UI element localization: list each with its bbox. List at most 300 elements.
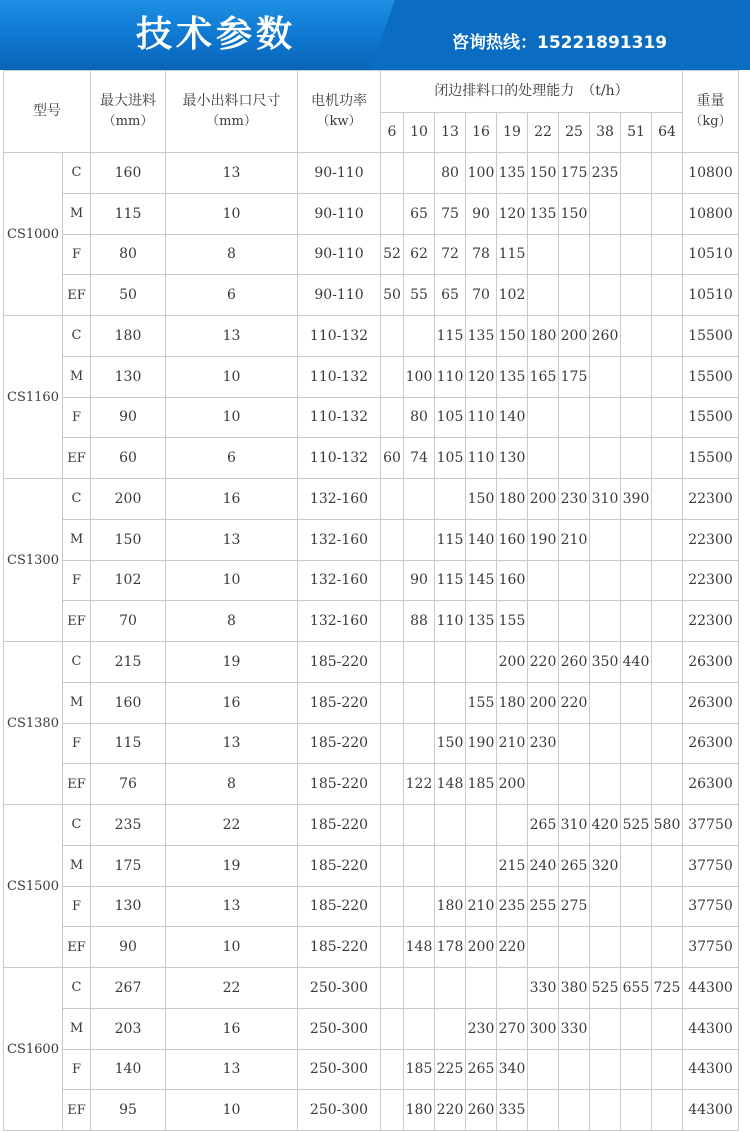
header-max-feed: 最大进料 （mm） bbox=[91, 71, 166, 153]
capacity-cell bbox=[652, 193, 683, 234]
weight-cell: 10510 bbox=[683, 275, 739, 316]
motor-power-cell: 250-300 bbox=[298, 1049, 381, 1090]
header-capacity: 闭边排料口的处理能力 （t/h） bbox=[381, 71, 683, 113]
capacity-cell: 180 bbox=[435, 886, 466, 927]
capacity-size-6: 6 bbox=[381, 113, 404, 153]
capacity-cell bbox=[381, 1049, 404, 1090]
capacity-cell bbox=[590, 723, 621, 764]
capacity-cell: 65 bbox=[404, 193, 435, 234]
capacity-cell: 150 bbox=[559, 193, 590, 234]
capacity-cell bbox=[621, 275, 652, 316]
table-row bbox=[4, 805, 739, 846]
capacity-cell: 135 bbox=[497, 356, 528, 397]
spec-table bbox=[3, 70, 739, 1131]
min-discharge-cell: 19 bbox=[166, 642, 298, 683]
max-feed-cell: 102 bbox=[91, 560, 166, 601]
motor-power-cell: 90-110 bbox=[298, 193, 381, 234]
capacity-cell bbox=[559, 275, 590, 316]
capacity-cell bbox=[652, 560, 683, 601]
capacity-cell: 185 bbox=[404, 1049, 435, 1090]
capacity-size-64: 64 bbox=[652, 113, 683, 153]
capacity-size-22: 22 bbox=[528, 113, 559, 153]
capacity-cell bbox=[652, 356, 683, 397]
capacity-cell: 155 bbox=[497, 601, 528, 642]
capacity-cell: 150 bbox=[435, 723, 466, 764]
min-discharge-cell: 13 bbox=[166, 316, 298, 357]
capacity-cell bbox=[528, 234, 559, 275]
capacity-cell bbox=[652, 845, 683, 886]
weight-cell: 10800 bbox=[683, 193, 739, 234]
capacity-cell bbox=[381, 682, 404, 723]
header-model: 型号 bbox=[4, 71, 91, 153]
capacity-cell: 178 bbox=[435, 927, 466, 968]
weight-cell: 22300 bbox=[683, 560, 739, 601]
capacity-cell: 105 bbox=[435, 397, 466, 438]
min-discharge-cell: 10 bbox=[166, 927, 298, 968]
capacity-cell: 200 bbox=[497, 642, 528, 683]
type-cell: EF bbox=[63, 438, 91, 479]
capacity-cell: 110 bbox=[435, 601, 466, 642]
capacity-cell: 330 bbox=[528, 968, 559, 1009]
type-cell: F bbox=[63, 234, 91, 275]
capacity-cell bbox=[652, 275, 683, 316]
capacity-cell: 210 bbox=[497, 723, 528, 764]
max-feed-cell: 267 bbox=[91, 968, 166, 1009]
capacity-cell bbox=[381, 968, 404, 1009]
weight-cell: 26300 bbox=[683, 642, 739, 683]
capacity-cell: 190 bbox=[466, 723, 497, 764]
capacity-cell bbox=[621, 1008, 652, 1049]
capacity-cell bbox=[652, 479, 683, 520]
capacity-cell bbox=[497, 805, 528, 846]
min-discharge-cell: 19 bbox=[166, 845, 298, 886]
capacity-cell bbox=[559, 1049, 590, 1090]
capacity-cell bbox=[381, 886, 404, 927]
capacity-cell: 72 bbox=[435, 234, 466, 275]
capacity-cell: 60 bbox=[381, 438, 404, 479]
capacity-cell bbox=[652, 1049, 683, 1090]
header-weight: 重量 （kg） bbox=[683, 71, 739, 153]
capacity-cell: 135 bbox=[528, 193, 559, 234]
min-discharge-cell: 13 bbox=[166, 723, 298, 764]
capacity-cell bbox=[559, 723, 590, 764]
motor-power-cell: 132-160 bbox=[298, 560, 381, 601]
type-cell: F bbox=[63, 1049, 91, 1090]
max-feed-cell: 175 bbox=[91, 845, 166, 886]
capacity-cell bbox=[381, 845, 404, 886]
capacity-cell bbox=[621, 723, 652, 764]
type-cell: C bbox=[63, 968, 91, 1009]
capacity-cell: 135 bbox=[466, 316, 497, 357]
min-discharge-cell: 8 bbox=[166, 601, 298, 642]
type-cell: M bbox=[63, 519, 91, 560]
capacity-cell bbox=[652, 234, 683, 275]
min-discharge-cell: 22 bbox=[166, 968, 298, 1009]
capacity-cell bbox=[652, 153, 683, 194]
capacity-cell: 115 bbox=[435, 560, 466, 601]
capacity-cell bbox=[466, 805, 497, 846]
capacity-cell: 655 bbox=[621, 968, 652, 1009]
model-cell: CS1300 bbox=[4, 479, 63, 642]
page-title: 技术参数 bbox=[135, 14, 296, 55]
type-cell: C bbox=[63, 316, 91, 357]
capacity-cell bbox=[381, 723, 404, 764]
min-discharge-cell: 6 bbox=[166, 438, 298, 479]
capacity-cell: 200 bbox=[466, 927, 497, 968]
table-row bbox=[4, 723, 739, 764]
capacity-cell: 350 bbox=[590, 642, 621, 683]
min-discharge-cell: 16 bbox=[166, 1008, 298, 1049]
table-row bbox=[4, 764, 739, 805]
capacity-cell: 55 bbox=[404, 275, 435, 316]
motor-power-cell: 185-220 bbox=[298, 764, 381, 805]
capacity-cell bbox=[590, 438, 621, 479]
capacity-cell: 235 bbox=[497, 886, 528, 927]
weight-cell: 44300 bbox=[683, 968, 739, 1009]
max-feed-cell: 115 bbox=[91, 723, 166, 764]
capacity-cell: 180 bbox=[528, 316, 559, 357]
capacity-cell: 260 bbox=[559, 642, 590, 683]
capacity-cell bbox=[621, 927, 652, 968]
capacity-cell: 115 bbox=[497, 234, 528, 275]
model-cell: CS1600 bbox=[4, 968, 63, 1131]
max-feed-cell: 80 bbox=[91, 234, 166, 275]
header-banner bbox=[0, 0, 750, 70]
table-row bbox=[4, 153, 739, 194]
capacity-cell bbox=[466, 845, 497, 886]
capacity-cell: 580 bbox=[652, 805, 683, 846]
capacity-cell bbox=[528, 927, 559, 968]
type-cell: F bbox=[63, 723, 91, 764]
capacity-cell: 100 bbox=[404, 356, 435, 397]
capacity-cell bbox=[652, 519, 683, 560]
capacity-cell bbox=[652, 682, 683, 723]
capacity-cell bbox=[381, 1008, 404, 1049]
capacity-cell: 122 bbox=[404, 764, 435, 805]
capacity-cell: 265 bbox=[528, 805, 559, 846]
max-feed-cell: 95 bbox=[91, 1090, 166, 1131]
min-discharge-cell: 13 bbox=[166, 153, 298, 194]
weight-cell: 26300 bbox=[683, 682, 739, 723]
capacity-cell: 185 bbox=[466, 764, 497, 805]
capacity-cell bbox=[404, 519, 435, 560]
max-feed-cell: 140 bbox=[91, 1049, 166, 1090]
weight-cell: 37750 bbox=[683, 805, 739, 846]
max-feed-cell: 115 bbox=[91, 193, 166, 234]
capacity-cell bbox=[621, 886, 652, 927]
capacity-cell: 300 bbox=[528, 1008, 559, 1049]
capacity-cell: 115 bbox=[435, 519, 466, 560]
weight-cell: 15500 bbox=[683, 397, 739, 438]
type-cell: M bbox=[63, 1008, 91, 1049]
capacity-cell bbox=[559, 560, 590, 601]
type-cell: EF bbox=[63, 1090, 91, 1131]
capacity-cell: 74 bbox=[404, 438, 435, 479]
capacity-cell: 78 bbox=[466, 234, 497, 275]
table-row bbox=[4, 193, 739, 234]
capacity-cell: 130 bbox=[497, 438, 528, 479]
motor-power-cell: 185-220 bbox=[298, 845, 381, 886]
capacity-cell: 180 bbox=[497, 479, 528, 520]
capacity-cell bbox=[652, 886, 683, 927]
motor-power-cell: 185-220 bbox=[298, 927, 381, 968]
table-row bbox=[4, 682, 739, 723]
capacity-cell bbox=[497, 968, 528, 1009]
capacity-cell: 160 bbox=[497, 560, 528, 601]
capacity-cell bbox=[559, 234, 590, 275]
capacity-size-13: 13 bbox=[435, 113, 466, 153]
capacity-cell: 155 bbox=[466, 682, 497, 723]
capacity-cell bbox=[621, 764, 652, 805]
motor-power-cell: 185-220 bbox=[298, 805, 381, 846]
capacity-cell: 102 bbox=[497, 275, 528, 316]
capacity-cell bbox=[404, 886, 435, 927]
capacity-cell bbox=[590, 519, 621, 560]
capacity-cell: 140 bbox=[466, 519, 497, 560]
capacity-cell bbox=[435, 479, 466, 520]
capacity-cell: 200 bbox=[559, 316, 590, 357]
capacity-cell: 165 bbox=[528, 356, 559, 397]
capacity-cell bbox=[590, 1008, 621, 1049]
table-row bbox=[4, 519, 739, 560]
motor-power-cell: 132-160 bbox=[298, 479, 381, 520]
capacity-cell bbox=[590, 764, 621, 805]
capacity-cell bbox=[590, 356, 621, 397]
capacity-cell: 135 bbox=[466, 601, 497, 642]
capacity-size-25: 25 bbox=[559, 113, 590, 153]
capacity-cell bbox=[381, 479, 404, 520]
capacity-cell bbox=[621, 1090, 652, 1131]
capacity-cell: 220 bbox=[497, 927, 528, 968]
capacity-cell bbox=[528, 560, 559, 601]
type-cell: EF bbox=[63, 764, 91, 805]
motor-power-cell: 132-160 bbox=[298, 601, 381, 642]
capacity-cell bbox=[381, 560, 404, 601]
capacity-cell bbox=[381, 805, 404, 846]
capacity-cell bbox=[381, 764, 404, 805]
capacity-cell: 135 bbox=[497, 153, 528, 194]
capacity-cell: 525 bbox=[590, 968, 621, 1009]
min-discharge-cell: 10 bbox=[166, 397, 298, 438]
type-cell: M bbox=[63, 845, 91, 886]
capacity-cell: 88 bbox=[404, 601, 435, 642]
type-cell: F bbox=[63, 397, 91, 438]
weight-cell: 15500 bbox=[683, 356, 739, 397]
max-feed-cell: 160 bbox=[91, 682, 166, 723]
capacity-cell bbox=[621, 601, 652, 642]
min-discharge-cell: 10 bbox=[166, 1090, 298, 1131]
capacity-cell bbox=[621, 845, 652, 886]
capacity-cell: 150 bbox=[466, 479, 497, 520]
capacity-cell bbox=[528, 764, 559, 805]
max-feed-cell: 130 bbox=[91, 356, 166, 397]
table-row bbox=[4, 1049, 739, 1090]
max-feed-cell: 76 bbox=[91, 764, 166, 805]
capacity-cell: 148 bbox=[404, 927, 435, 968]
max-feed-cell: 60 bbox=[91, 438, 166, 479]
motor-power-cell: 90-110 bbox=[298, 275, 381, 316]
capacity-cell: 265 bbox=[466, 1049, 497, 1090]
capacity-cell: 220 bbox=[435, 1090, 466, 1131]
table-row bbox=[4, 234, 739, 275]
capacity-cell: 440 bbox=[621, 642, 652, 683]
max-feed-cell: 150 bbox=[91, 519, 166, 560]
capacity-cell bbox=[652, 723, 683, 764]
table-row bbox=[4, 601, 739, 642]
max-feed-cell: 215 bbox=[91, 642, 166, 683]
type-cell: EF bbox=[63, 927, 91, 968]
header-motor-power: 电机功率 （kw） bbox=[298, 71, 381, 153]
capacity-cell: 265 bbox=[559, 845, 590, 886]
capacity-cell bbox=[381, 397, 404, 438]
capacity-cell bbox=[528, 438, 559, 479]
capacity-cell bbox=[621, 153, 652, 194]
capacity-cell: 80 bbox=[435, 153, 466, 194]
capacity-cell bbox=[652, 601, 683, 642]
capacity-cell bbox=[621, 682, 652, 723]
capacity-cell bbox=[404, 845, 435, 886]
motor-power-cell: 110-132 bbox=[298, 397, 381, 438]
type-cell: M bbox=[63, 193, 91, 234]
model-cell: CS1500 bbox=[4, 805, 63, 968]
max-feed-cell: 180 bbox=[91, 316, 166, 357]
capacity-cell bbox=[621, 438, 652, 479]
capacity-cell bbox=[590, 1049, 621, 1090]
capacity-cell: 65 bbox=[435, 275, 466, 316]
capacity-cell bbox=[621, 316, 652, 357]
table-row bbox=[4, 438, 739, 479]
weight-cell: 26300 bbox=[683, 723, 739, 764]
capacity-cell bbox=[381, 927, 404, 968]
capacity-cell bbox=[404, 968, 435, 1009]
capacity-size-51: 51 bbox=[621, 113, 652, 153]
capacity-cell bbox=[652, 316, 683, 357]
capacity-cell bbox=[466, 968, 497, 1009]
motor-power-cell: 90-110 bbox=[298, 153, 381, 194]
capacity-cell: 310 bbox=[559, 805, 590, 846]
model-cell: CS1160 bbox=[4, 316, 63, 479]
capacity-cell bbox=[590, 397, 621, 438]
weight-cell: 15500 bbox=[683, 438, 739, 479]
capacity-cell bbox=[621, 1049, 652, 1090]
capacity-cell bbox=[590, 886, 621, 927]
capacity-cell bbox=[652, 764, 683, 805]
type-cell: F bbox=[63, 560, 91, 601]
capacity-cell bbox=[435, 845, 466, 886]
min-discharge-cell: 10 bbox=[166, 560, 298, 601]
min-discharge-cell: 10 bbox=[166, 356, 298, 397]
capacity-cell bbox=[559, 927, 590, 968]
weight-cell: 22300 bbox=[683, 519, 739, 560]
motor-power-cell: 90-110 bbox=[298, 234, 381, 275]
capacity-cell: 335 bbox=[497, 1090, 528, 1131]
weight-cell: 44300 bbox=[683, 1049, 739, 1090]
type-cell: M bbox=[63, 356, 91, 397]
capacity-cell bbox=[652, 438, 683, 479]
capacity-cell: 210 bbox=[559, 519, 590, 560]
min-discharge-cell: 6 bbox=[166, 275, 298, 316]
capacity-cell: 255 bbox=[528, 886, 559, 927]
capacity-cell bbox=[621, 519, 652, 560]
capacity-cell bbox=[404, 805, 435, 846]
capacity-cell: 148 bbox=[435, 764, 466, 805]
capacity-cell: 225 bbox=[435, 1049, 466, 1090]
capacity-cell bbox=[590, 275, 621, 316]
capacity-cell: 320 bbox=[590, 845, 621, 886]
capacity-cell: 220 bbox=[559, 682, 590, 723]
capacity-cell: 110 bbox=[466, 397, 497, 438]
capacity-cell: 260 bbox=[590, 316, 621, 357]
weight-cell: 22300 bbox=[683, 479, 739, 520]
capacity-cell bbox=[590, 927, 621, 968]
weight-cell: 37750 bbox=[683, 886, 739, 927]
table-row bbox=[4, 1090, 739, 1131]
capacity-cell: 270 bbox=[497, 1008, 528, 1049]
capacity-cell bbox=[590, 682, 621, 723]
weight-cell: 44300 bbox=[683, 1008, 739, 1049]
type-cell: C bbox=[63, 805, 91, 846]
min-discharge-cell: 22 bbox=[166, 805, 298, 846]
max-feed-cell: 50 bbox=[91, 275, 166, 316]
type-cell: F bbox=[63, 886, 91, 927]
capacity-cell bbox=[652, 927, 683, 968]
capacity-cell: 275 bbox=[559, 886, 590, 927]
capacity-cell bbox=[559, 764, 590, 805]
max-feed-cell: 235 bbox=[91, 805, 166, 846]
table-row bbox=[4, 886, 739, 927]
table-row bbox=[4, 316, 739, 357]
capacity-cell bbox=[381, 601, 404, 642]
capacity-cell: 180 bbox=[497, 682, 528, 723]
motor-power-cell: 185-220 bbox=[298, 642, 381, 683]
max-feed-cell: 160 bbox=[91, 153, 166, 194]
capacity-cell: 90 bbox=[404, 560, 435, 601]
capacity-cell bbox=[590, 234, 621, 275]
capacity-cell bbox=[559, 438, 590, 479]
capacity-cell bbox=[559, 1090, 590, 1131]
capacity-cell: 50 bbox=[381, 275, 404, 316]
table-row bbox=[4, 356, 739, 397]
motor-power-cell: 250-300 bbox=[298, 1090, 381, 1131]
type-cell: EF bbox=[63, 275, 91, 316]
max-feed-cell: 130 bbox=[91, 886, 166, 927]
capacity-cell bbox=[404, 723, 435, 764]
max-feed-cell: 90 bbox=[91, 927, 166, 968]
capacity-cell: 420 bbox=[590, 805, 621, 846]
capacity-cell: 220 bbox=[528, 642, 559, 683]
capacity-cell bbox=[381, 642, 404, 683]
min-discharge-cell: 16 bbox=[166, 479, 298, 520]
capacity-cell: 215 bbox=[497, 845, 528, 886]
capacity-cell: 110 bbox=[435, 356, 466, 397]
capacity-cell bbox=[590, 193, 621, 234]
capacity-cell bbox=[590, 1090, 621, 1131]
capacity-cell bbox=[652, 642, 683, 683]
motor-power-cell: 132-160 bbox=[298, 519, 381, 560]
motor-power-cell: 185-220 bbox=[298, 886, 381, 927]
capacity-cell bbox=[652, 1008, 683, 1049]
capacity-cell bbox=[381, 153, 404, 194]
capacity-cell: 75 bbox=[435, 193, 466, 234]
weight-cell: 22300 bbox=[683, 601, 739, 642]
capacity-cell: 235 bbox=[590, 153, 621, 194]
capacity-cell: 525 bbox=[621, 805, 652, 846]
min-discharge-cell: 16 bbox=[166, 682, 298, 723]
capacity-cell: 100 bbox=[466, 153, 497, 194]
capacity-cell: 725 bbox=[652, 968, 683, 1009]
capacity-size-19: 19 bbox=[497, 113, 528, 153]
weight-cell: 15500 bbox=[683, 316, 739, 357]
